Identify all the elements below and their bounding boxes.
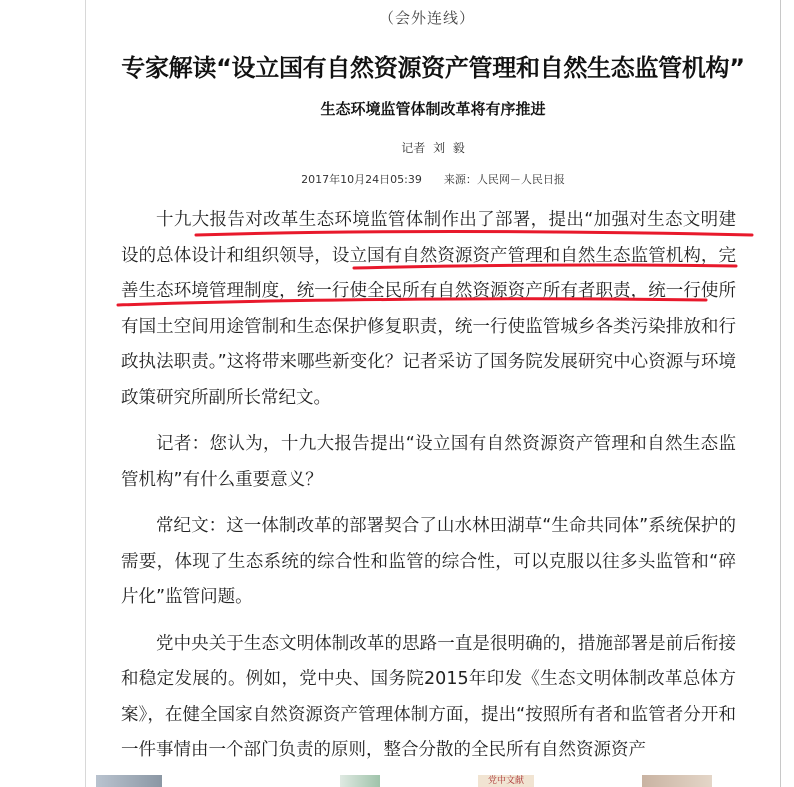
thumbnail-image-2[interactable] (340, 775, 380, 787)
article-source: 来源：人民网－人民日报 (443, 173, 565, 186)
left-column-rule (85, 0, 86, 787)
paragraph-intro: 十九大报告对改革生态环境监管体制作出了部署，提出“加强对生态文明建设的总体设计和组织领导，设立国有自然资源资产管理和自然生态监管机构，完善生态环境管理制度，统一行使全民所有自然资源资产所有者职责，统一行使所有国土空间用途管制和生态保护修复职责，统一行使监管城乡各类污染排放和行政执法职责。”这将带来哪些新变化？记者采访了国务院发展研究中心资源与环境政策研究所副所长常纪文。 (121, 210, 736, 408)
paragraph-question: 记者：您认为，十九大报告提出“设立国有自然资源资产管理和自然生态监管机构”有什么重要意义？ (121, 434, 736, 490)
article-kicker: （会外连线） (378, 9, 475, 27)
thumbnail-book[interactable]: 党中文献 (478, 775, 534, 787)
reporter-name: 刘 毅 (433, 141, 465, 155)
thumbnail-image-1[interactable] (96, 775, 162, 787)
related-thumbnails (90, 775, 780, 787)
dateline (88, 171, 778, 187)
reporter-label: 记者 (401, 141, 426, 155)
byline (88, 139, 778, 156)
article-title: 专家解读“设立国有自然资源资产管理和自然生态监管机构” (121, 54, 745, 82)
article-body (121, 203, 736, 780)
article-subtitle: 生态环境监管体制改革将有序推进 (320, 100, 546, 118)
right-column-rule (780, 0, 781, 787)
paragraph-answer: 常纪文：这一体制改革的部署契合了山水林田湖草“生命共同体”系统保护的需要，体现了生态系统的综合性和监管的综合性，可以克服以往多头监管和“碎片化”监管问题。 (121, 516, 736, 607)
publish-date: 2017年10月24日05:39 (301, 173, 422, 186)
thumbnail-image-4[interactable] (642, 775, 712, 787)
paragraph-context: 党中央关于生态文明体制改革的思路一直是很明确的，措施部署是前后衔接和稳定发展的。例如，党中央、国务院2015年印发《生态文明体制改革总体方案》，在健全国家自然资源资产管理体制方面，提出“按照所有者和监管者分开和一件事情由一个部门负责的原则，整合分散的全民所有自然资源资产 (121, 633, 736, 760)
